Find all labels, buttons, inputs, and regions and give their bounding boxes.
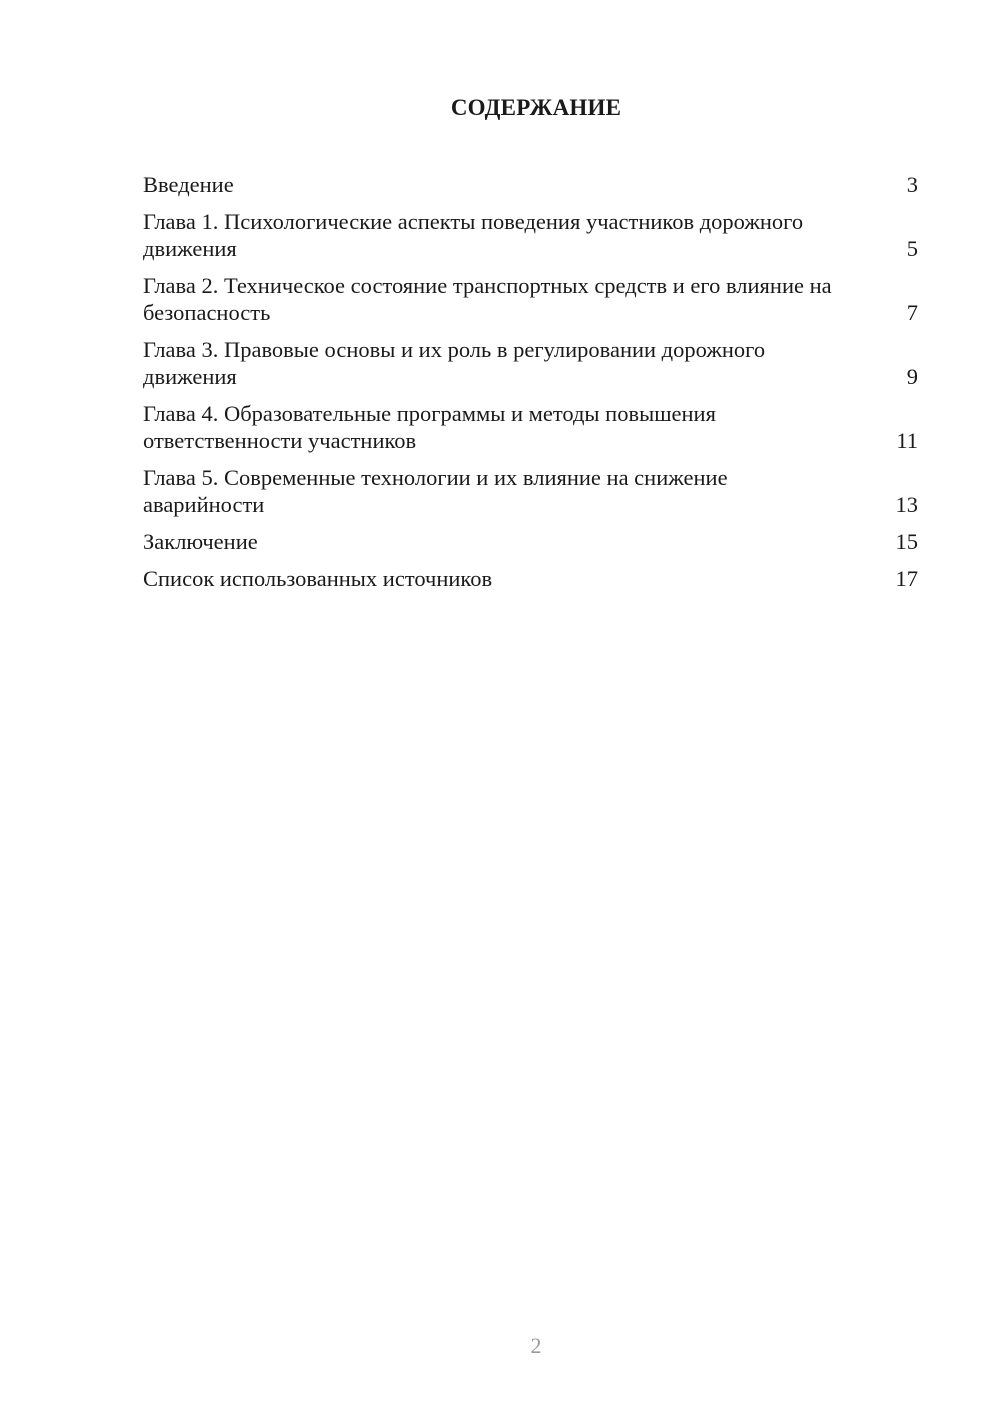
toc-entry-text: Глава 1. Психологические аспекты поведения участников дорожного движения: [143, 209, 804, 261]
toc-entry-chapter-1: [143, 208, 918, 262]
toc-entry-text: Заключение: [143, 529, 258, 554]
toc-entry-text: Список использованных источников: [143, 566, 493, 591]
page-title: СОДЕРЖАНИЕ: [450, 95, 622, 120]
toc-entry-page: 5: [906, 236, 918, 261]
toc-entry-introduction: [143, 171, 918, 198]
table-of-contents: [143, 171, 918, 602]
toc-entry-conclusion: [143, 528, 918, 555]
toc-entry-text: Глава 4. Образовательные программы и методы повышения ответственности участников: [143, 401, 716, 453]
toc-entry-chapter-3: [143, 336, 918, 390]
page-number: 2: [530, 1333, 542, 1358]
toc-entry-page: 9: [906, 364, 918, 389]
toc-entry-page: 13: [895, 492, 918, 517]
toc-entry-page: 15: [895, 529, 918, 554]
toc-entry-chapter-2: [143, 272, 918, 326]
toc-entry-text: Глава 5. Современные технологии и их влияние на снижение аварийности: [143, 465, 728, 517]
toc-entry-text: Глава 2. Техническое состояние транспортных средств и его влияние на безопасность: [143, 273, 832, 325]
toc-entry-text: Введение: [143, 172, 234, 197]
toc-entry-page: 3: [906, 172, 918, 197]
toc-entry-page: 11: [896, 428, 918, 453]
toc-entry-chapter-4: [143, 400, 918, 454]
toc-entry-page: 17: [895, 566, 918, 591]
toc-entry-text: Глава 3. Правовые основы и их роль в регулировании дорожного движения: [143, 337, 766, 389]
toc-entry-page: 7: [906, 300, 918, 325]
toc-entry-chapter-5: [143, 464, 918, 518]
toc-entry-references: [143, 565, 918, 592]
